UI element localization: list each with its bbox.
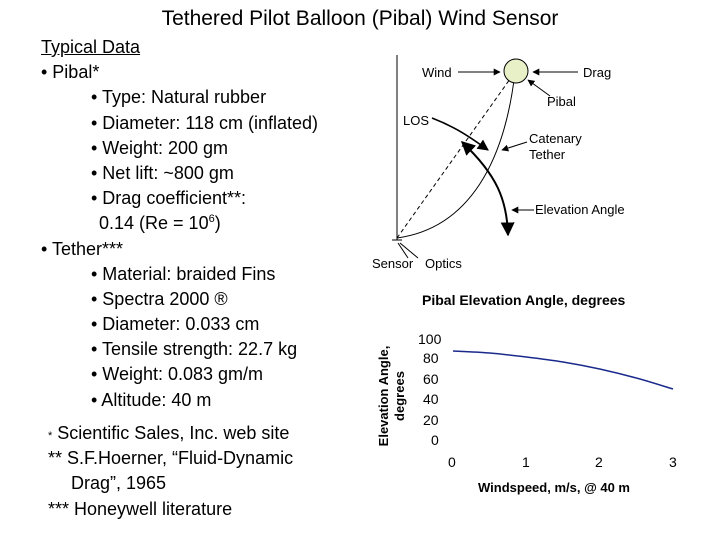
footnote-2-cont: Drag”, 1965 xyxy=(71,473,167,494)
drag-label: Drag xyxy=(583,65,612,80)
tether-item: • Material: braided Fins xyxy=(91,263,276,284)
y-axis-title-line1: Elevation Angle, xyxy=(376,345,391,447)
tether-item: • Weight: 0.083 gm/m xyxy=(91,364,264,385)
pibal-item: • Net lift: ~800 gm xyxy=(91,162,234,183)
y-tick-label: 0 xyxy=(431,432,439,448)
tether-item: • Tensile strength: 22.7 kg xyxy=(91,339,298,360)
drag-value-prefix: 0.14 (Re = 10 xyxy=(99,213,209,234)
pibal-header: • Pibal* xyxy=(41,62,100,83)
pibal-item: • Type: Natural rubber xyxy=(91,87,267,108)
chart-series-group xyxy=(453,351,673,389)
x-tick-label: 0 xyxy=(448,454,456,470)
tether-header: • Tether*** xyxy=(41,238,124,259)
optics-label: Optics xyxy=(425,256,462,271)
y-axis-title-line2: degrees xyxy=(392,371,407,421)
chart-title: Pibal Elevation Angle, degrees xyxy=(422,292,626,308)
y-tick-label: 80 xyxy=(423,350,439,366)
x-tick-label: 1 xyxy=(522,454,530,470)
drag-value-suffix: ) xyxy=(214,213,221,234)
footnote-1-text: Scientific Sales, Inc. web site xyxy=(52,423,290,443)
typical-data-heading: Typical Data xyxy=(41,37,141,57)
sensor-label: Sensor xyxy=(372,256,414,271)
los-label: LOS xyxy=(403,113,430,128)
y-tick-label: 60 xyxy=(423,371,439,387)
x-tick-label: 2 xyxy=(595,454,603,470)
tether-item: • Altitude: 40 m xyxy=(91,389,212,410)
chart-x-axis-title: Windspeed, m/s, @ 40 m xyxy=(478,480,630,495)
catenary-label-line1: Catenary xyxy=(529,131,582,146)
page-title: Tethered Pilot Balloon (Pibal) Wind Sensor xyxy=(161,7,559,30)
pibal-label: Pibal xyxy=(547,94,576,109)
footnote-2: ** S.F.Hoerner, “Fluid-Dynamic xyxy=(48,448,294,469)
pibal-item: • Diameter: 118 cm (inflated) xyxy=(91,112,319,133)
elevation-angle-label: Elevation Angle xyxy=(535,202,625,217)
y-tick-label: 100 xyxy=(418,331,442,347)
catenary-label-line2: Tether xyxy=(529,147,566,162)
tether-item: • Spectra 2000 ® xyxy=(91,288,228,309)
footnote-1-mark: * xyxy=(48,430,53,442)
drag-value-exponent: 6 xyxy=(208,213,215,226)
tether-item: • Diameter: 0.033 cm xyxy=(91,314,260,335)
footnote-3: *** Honeywell literature xyxy=(48,498,233,519)
y-tick-label: 40 xyxy=(423,391,439,407)
pibal-item: • Weight: 200 gm xyxy=(91,137,229,158)
x-tick-label: 3 xyxy=(669,454,677,470)
y-tick-label: 20 xyxy=(423,412,439,428)
series-line-0 xyxy=(453,351,673,389)
wind-label: Wind xyxy=(422,65,452,80)
pibal-item: • Drag coefficient**: xyxy=(91,188,247,209)
